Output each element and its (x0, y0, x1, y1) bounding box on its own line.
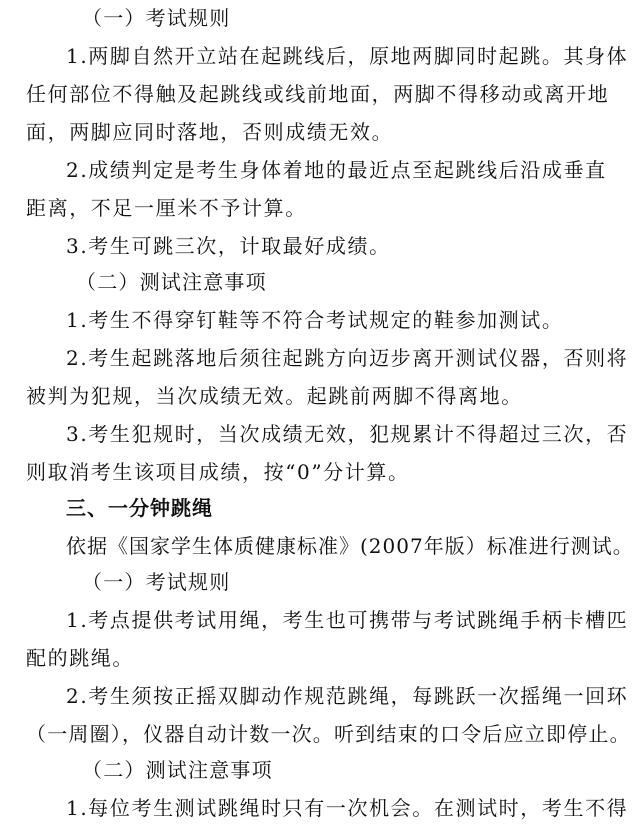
section-subheading: （二）测试注意事项 (82, 758, 273, 782)
section-heading: 三、一分钟跳绳 (66, 496, 213, 520)
paragraph-line: 1.两脚自然开立站在起跳线后，原地两脚同时起跳。其身体 (66, 44, 629, 68)
paragraph-line: 被判为犯规，当次成绩无效。起跳前两脚不得离地。 (26, 384, 523, 408)
section-subheading: （二）测试注意事项 (76, 270, 267, 294)
paragraph-line: 3.考生可跳三次，计取最好成绩。 (66, 234, 391, 258)
paragraph-line: 距离，不足一厘米不予计算。 (26, 196, 307, 220)
paragraph-line: 2.成绩判定是考生身体着地的最近点至起跳线后沿成垂直 (66, 158, 607, 182)
paragraph-line: 2.考生起跳落地后须往起跳方向迈步离开测试仪器，否则将 (66, 346, 629, 370)
paragraph-line: （一周圈），仪器自动计数一次。听到结束的口令后应立即停止。 (26, 722, 631, 746)
section-subheading: （一）考试规则 (82, 570, 231, 594)
paragraph-line: 1.考点提供考试用绳，考生也可携带与考试跳绳手柄卡槽匹 (66, 608, 629, 632)
paragraph-line: 任何部位不得触及起跳线或线前地面，两脚不得移动或离开地 (26, 82, 610, 106)
paragraph-line: 依据《国家学生体质健康标准》(2007年版）标准进行测试。 (66, 534, 634, 558)
paragraph-line: 2.考生须按正摇双脚动作规范跳绳，每跳跃一次摇绳一回环 (66, 684, 629, 708)
paragraph-line: 则取消考生该项目成绩，按“0”分计算。 (26, 460, 410, 484)
paragraph-line: 3.考生犯规时，当次成绩无效，犯规累计不得超过三次，否 (66, 422, 629, 446)
paragraph-line: 配的跳绳。 (26, 646, 134, 670)
section-subheading: （一）考试规则 (82, 6, 231, 30)
paragraph-line: 1.每位考生测试跳绳时只有一次机会。在测试时，考生不得 (66, 796, 629, 820)
paragraph-line: 1.考生不得穿钉鞋等不符合考试规定的鞋参加测试。 (66, 308, 564, 332)
paragraph-line: 面，两脚应同时落地，否则成绩无效。 (26, 120, 394, 144)
